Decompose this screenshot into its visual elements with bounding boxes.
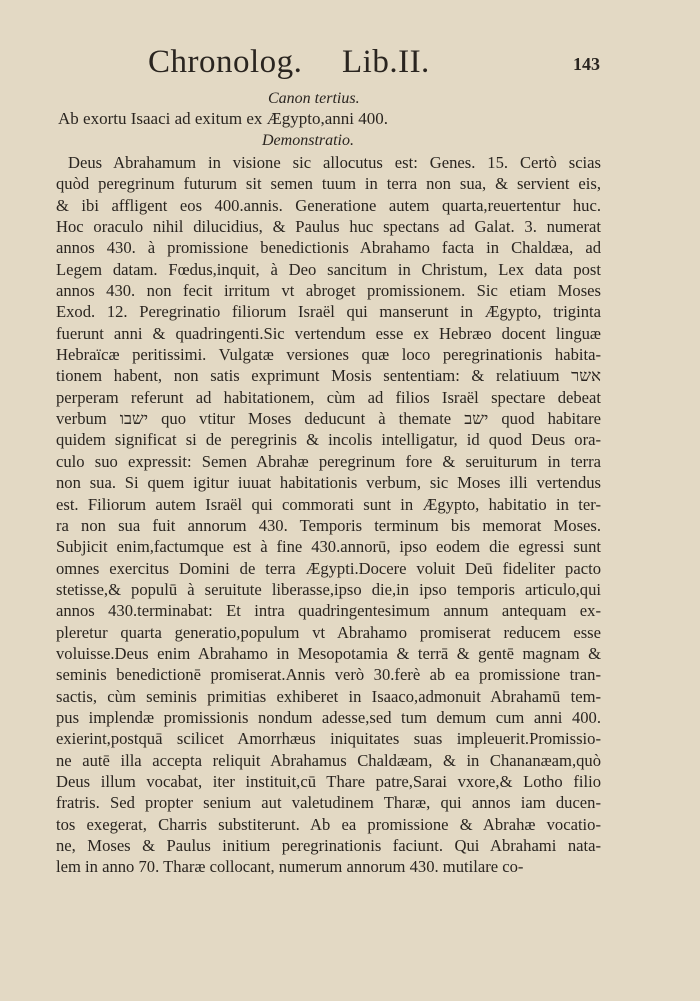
text-line: pleretur quarta generatio,populum vt Abrahamo promiserat reducem esse xyxy=(56,622,601,642)
running-header xyxy=(148,44,600,88)
text-line: culo suo expressit: Semen Abrahæ peregrinum fore & seruiturum in terra xyxy=(56,451,601,471)
text-line: quidem significat si de peregrinis & incolis intelligatur, id quod Deus ora- xyxy=(56,430,601,450)
text-line: & ibi affligent eos 400.annis. Generatione autem quarta,reuertentur huc. xyxy=(56,195,601,215)
text-line: pus implendæ promissionis nondum adesse,sed tum demum cum anni 400. xyxy=(56,707,601,727)
text-line: seminis benedictionē promiserat.Annis verò 30.ferè ab ea promissione tran- xyxy=(56,665,601,685)
text-line: tos exegerat, Charris substiterunt. Ab ea promissione & Abrahæ vocatio- xyxy=(56,814,601,834)
text-line: omnes exercitus Domini de terra Ægypti.Docere voluit Deū fideliter pacto xyxy=(56,558,601,578)
text-line: sactis, cùm seminis primitias exhiberet in Isaaco,admonuit Abrahamū tem- xyxy=(56,686,601,706)
text-line: stetisse,& populū à seruitute liberasse,ipso die,in ipso temporis articulo,qui xyxy=(56,579,601,599)
text-line: ne, Moses & Paulus initium peregrinationis faciunt. Qui Abrahami nata- xyxy=(56,836,601,855)
running-title: Chronolog. xyxy=(148,44,303,80)
text-line: fratris. Sed propter senium aut valetudinem Tharæ, qui annos iam ducen- xyxy=(56,793,601,813)
text-line: Deus illum vocabat, iter instituit,cū Thare patre,Sarai vxore,& Lotho filio xyxy=(56,771,601,791)
page-number: 143 xyxy=(573,54,600,74)
text-line: Hoc oraculo nihil dilucidius, & Paulus huc spectans ad Galat. 3. numerat xyxy=(56,217,601,237)
text-line: non sua. Si quem igitur iuuat habitationis verbum, sic Moses illi vertendus xyxy=(56,473,601,493)
text-line: Legem datam. Fœdus,inquit, à Deo sancitum in Christum, Lex data post xyxy=(56,259,601,279)
demonstration-heading: Demonstratio. xyxy=(262,132,354,149)
text-line: ne autē illa accepta reliquit Abrahamus Chaldæam, & in Chananæam,quò xyxy=(56,750,601,770)
canon-statement: Ab exortu Isaaci ad exitum ex Ægypto,anni 400. xyxy=(58,109,389,128)
text-line: tionem habent, non satis exprimunt Mosis sententiam: & relatiuum אשר xyxy=(56,366,601,386)
book-number: Lib.II. xyxy=(342,44,430,80)
text-line: Exod. 12. Peregrinatio filiorum Israël qui manserunt in Ægypto, triginta xyxy=(56,302,601,322)
text-line: annos 430. à promissione benedictionis Abrahamo facta in Chaldæa, ad xyxy=(56,238,601,258)
text-line: Deus Abrahamum in visione sic allocutus est: Genes. 15. Certò scias xyxy=(68,153,601,172)
body-text xyxy=(56,152,601,878)
text-line: perperam referunt ad habitationem, cùm ad filios Israël spectare debeat xyxy=(56,387,601,407)
text-line: lem in anno 70. Tharæ collocant, numerum annorum 430. mutilare co- xyxy=(56,857,524,877)
text-line: verbum ישבו quo vtitur Moses deducunt à themate ישב quod habitare xyxy=(56,409,601,429)
text-line: annos 430. non fecit irritum vt abroget promissionem. Sic etiam Moses xyxy=(56,281,601,301)
text-line: Hebraïcæ peritissimi. Vulgatæ versiones quæ loco peregrinationis habita- xyxy=(56,345,601,365)
text-line: est. Filiorum autem Israël qui commorati sunt in Ægypto, habitatio in ter- xyxy=(56,494,601,514)
canon-heading: Canon tertius. xyxy=(268,90,360,107)
text-line: Subjicit enim,factumque est à fine 430.annorū, ipso eodem die egressi sunt xyxy=(56,537,601,557)
text-line: exierint,postquā scilicet Amorrhæus iniquitates suas impleuerit.Promissio- xyxy=(56,729,601,749)
text-line: fuerunt anni & quadringenti.Sic vertendum esse ex Hebræo docent linguæ xyxy=(56,323,601,343)
text-line: ra non sua fuit annorum 430. Temporis terminum bis memorat Moses. xyxy=(56,515,601,535)
text-line: annos 430.terminabat: Et intra quadringentesimum annum antequam ex- xyxy=(56,601,601,621)
text-line: quòd peregrinum futurum sit semen tuum in terra non sua, & servient eis, xyxy=(56,174,601,194)
text-line: voluisse.Deus enim Abrahamo in Mesopotamia & terrā & gentē magnam & xyxy=(56,643,601,663)
